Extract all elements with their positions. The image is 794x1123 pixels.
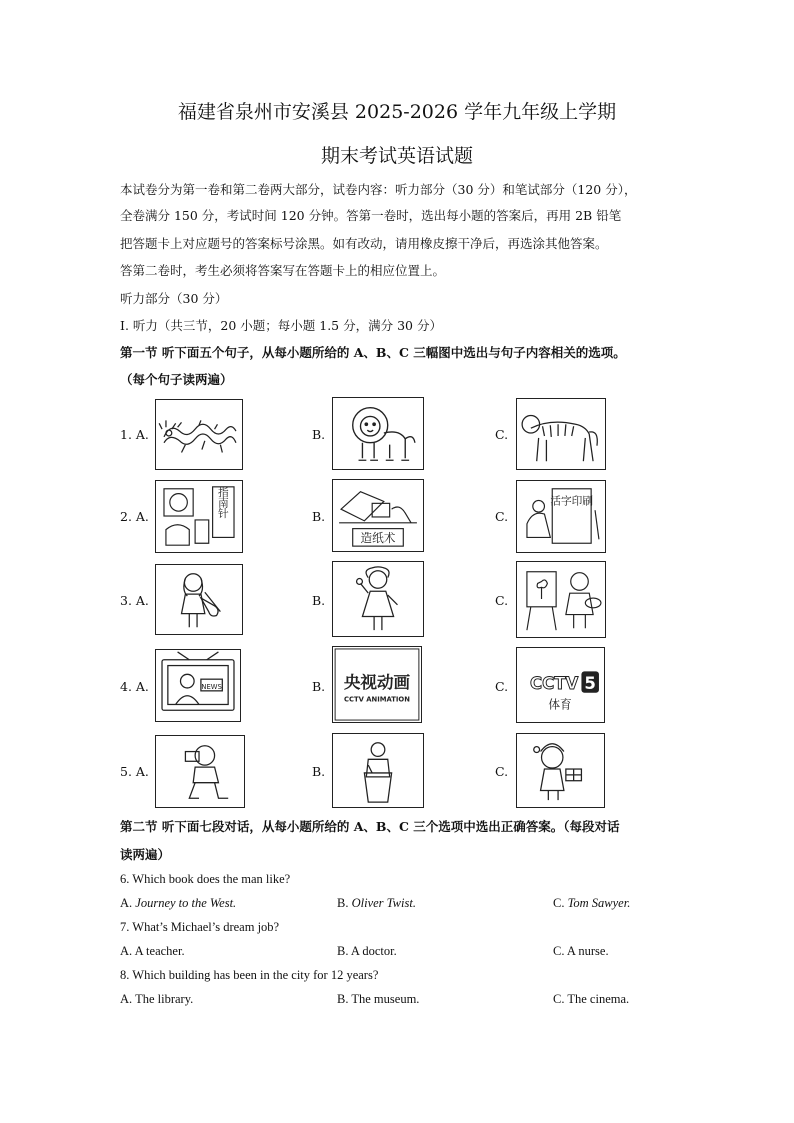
- cctv-animation-en: CCTV ANIMATION: [344, 695, 410, 704]
- q6-option-b[interactable]: B. Oliver Twist.: [337, 896, 416, 910]
- q3-label-a: 3. A.: [120, 593, 149, 608]
- q5-label-c: C.: [495, 764, 509, 779]
- cctv-animation-cn: 央视动画: [343, 672, 411, 692]
- photographer-boy-icon[interactable]: [155, 735, 245, 808]
- q4-label-b: B.: [312, 679, 326, 694]
- tiger-icon[interactable]: [516, 398, 606, 470]
- q2-label-a: 2. A.: [120, 509, 149, 524]
- doc-title-line1: 福建省泉州市安溪县 2025-2026 学年九年级上学期: [177, 101, 617, 123]
- question-8: 8. Which building has been in the city for 12 years?: [120, 968, 379, 982]
- q3-label-b: B.: [312, 593, 326, 608]
- section1-instruction-cont: （每个句子读两遍）: [120, 372, 233, 387]
- lion-icon[interactable]: [332, 397, 424, 470]
- q8-option-a[interactable]: A. The library.: [120, 992, 194, 1006]
- q6-option-a[interactable]: A. Journey to the West.: [120, 896, 237, 910]
- intro-line: 全卷满分 150 分，考试时间 120 分钟。答第一卷时，选出每小题的答案后，再用 2B 铅笔: [120, 208, 622, 223]
- q4-label-a: 4. A.: [120, 679, 149, 694]
- section1-instruction: 第一节 听下面五个句子，从每小题所给的 A、B、C 三幅图中选出与句子内容相关的选项。: [120, 345, 626, 360]
- q2-label-b: B.: [312, 509, 326, 524]
- tv-news-icon[interactable]: [155, 649, 241, 722]
- q3-label-c: C.: [495, 593, 509, 608]
- compass-invention-icon[interactable]: [155, 480, 243, 553]
- news-sign-text: NEWS: [201, 682, 222, 691]
- cctv5-sports-logo-icon[interactable]: [516, 647, 605, 723]
- papermaking-text: 造纸术: [360, 531, 396, 546]
- doc-title-line2: 期末考试英语试题: [320, 145, 473, 167]
- q8-option-b[interactable]: B. The museum.: [337, 992, 420, 1006]
- cctv-animation-logo-icon[interactable]: [332, 646, 422, 723]
- q7-option-a[interactable]: A. A teacher.: [120, 944, 185, 958]
- listening-heading: 听力部分（30 分）: [120, 291, 228, 306]
- papermaking-icon[interactable]: [332, 479, 424, 552]
- q2-label-c: C.: [495, 509, 509, 524]
- q4-label-c: C.: [495, 679, 509, 694]
- singing-girl-icon[interactable]: [332, 561, 424, 637]
- dragon-icon[interactable]: [155, 399, 243, 470]
- girl-with-gift-icon[interactable]: [516, 733, 605, 808]
- question-7: 7. What’s Michael’s dream job?: [120, 920, 280, 934]
- q8-option-c[interactable]: C. The cinema.: [553, 992, 630, 1006]
- section2-instruction: 第二节 听下面七段对话，从每小题所给的 A、B、C 三个选项中选出正确答案。（每段对话: [120, 819, 620, 834]
- sports-text: 体育: [548, 697, 572, 712]
- intro-line: 把答题卡上对应题号的答案标号涂黑。如有改动，请用橡皮擦干净后，再选涂其他答案。: [120, 236, 608, 251]
- printing-icon[interactable]: [516, 480, 606, 553]
- violin-girl-icon[interactable]: [155, 564, 243, 635]
- intro-line: 答第二卷时，考生必须将答案写在答题卡上的相应位置上。: [120, 263, 446, 278]
- painting-girl-icon[interactable]: [516, 561, 606, 638]
- q7-option-c[interactable]: C. A nurse.: [553, 944, 609, 958]
- q1-label-a: 1. A.: [120, 427, 149, 442]
- question-6: 6. Which book does the man like?: [120, 872, 291, 886]
- cctv-text: CCTV: [529, 673, 579, 693]
- q1-label-c: C.: [495, 427, 509, 442]
- q1-label-b: B.: [312, 427, 326, 442]
- compass-char: 指南针: [216, 486, 230, 519]
- q6-option-c[interactable]: C. Tom Sawyer.: [553, 896, 631, 910]
- part1-heading: Ⅰ. 听力（共三节，20 小题；每小题 1.5 分，满分 30 分）: [120, 318, 442, 333]
- speaker-podium-icon[interactable]: [332, 733, 424, 808]
- intro-line: 本试卷分为第一卷和第二卷两大部分，试卷内容：听力部分（30 分）和笔试部分（120 分），: [120, 182, 637, 197]
- section2-instruction-cont: 读两遍）: [120, 847, 171, 862]
- q5-label-b: B.: [312, 764, 326, 779]
- q7-option-b[interactable]: B. A doctor.: [337, 944, 397, 958]
- q5-label-a: 5. A.: [120, 764, 149, 779]
- channel-five-text: 5: [584, 673, 596, 693]
- printing-text: 活字印刷: [550, 494, 594, 508]
